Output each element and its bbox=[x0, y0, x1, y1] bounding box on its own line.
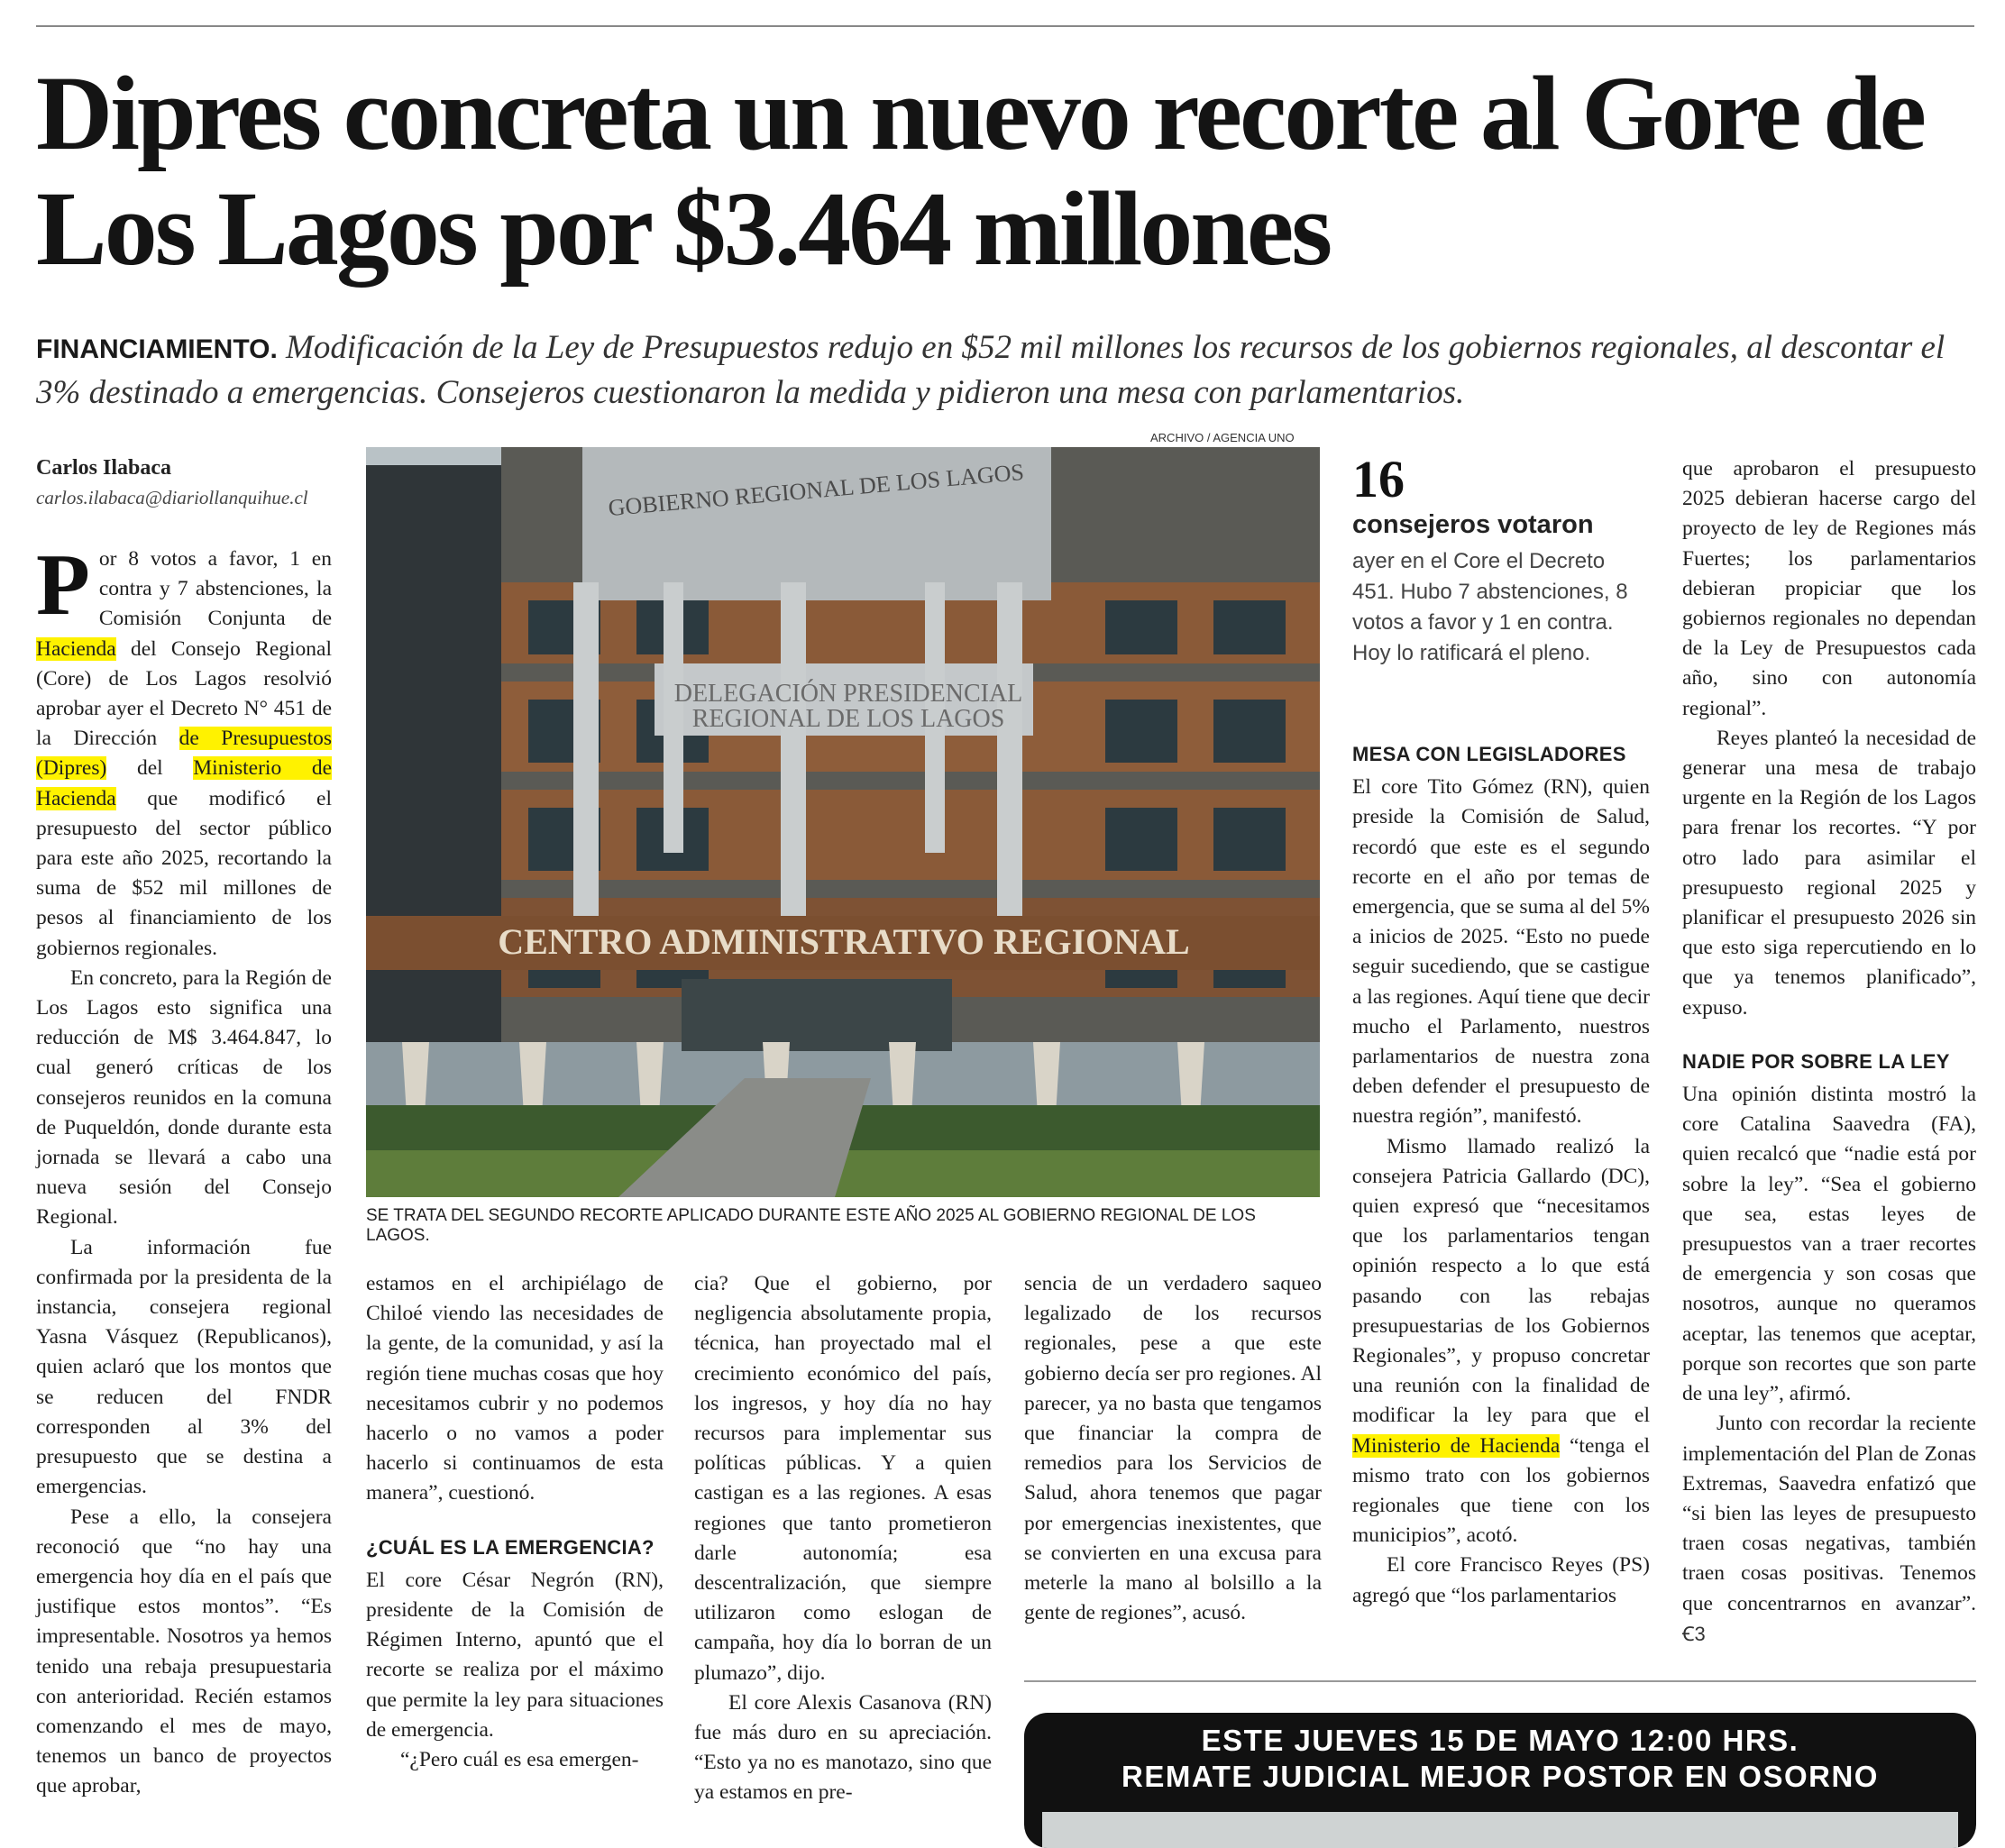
sign-mid-2: REGIONAL DE LOS LAGOS bbox=[691, 705, 1005, 733]
ad-line-1: ESTE JUEVES 15 DE MAYO 12:00 HRS. bbox=[1201, 1724, 1799, 1757]
byline-email[interactable]: carlos.ilabaca@diariollanquihue.cl bbox=[36, 487, 308, 508]
end-mark-icon: Ꞓ3 bbox=[1682, 1622, 1706, 1645]
highlight-ministerio: Ministerio de Hacienda bbox=[36, 756, 332, 810]
paragraph: Junto con recordar la reciente implementación del Plan de Zonas Extremas, Saavedra enfatizó que “si bien las leyes de presupuesto traen cosas negativas, también traen cosas positivas. Tenemos que concentrarnos en avanzar”. Ꞓ3 bbox=[1682, 1412, 1976, 1645]
headline: Dipres concreta un nuevo recorte al Gore de Los Lagos por $3.464 millones bbox=[36, 54, 1925, 288]
byline-name: Carlos Ilabaca bbox=[36, 456, 171, 480]
column-1: Por 8 votos a favor, 1 en contra y 7 abstenciones, la Comisión Conjunta de Hacienda del Consejo Regional (Core) de Los Lagos resolvió aprobar ayer el Decreto N° 451 de la Dirección de Presupuestos (Dipres) del Ministerio de Hacienda que modificó el presupuesto del sector público para este año 2025, recortando la suma de $52 mil millones de pesos al financiamiento de los gobiernos regionales. En concreto, para la Región de Los Lagos esto significa una reducción de M$ 3.464.847, lo cual generó críticas de los consejeros reunidos en la comuna de Puqueldón, donde durante esta jornada se llevará a cabo una nueva sesión del Consejo Regional. La información fue confirmada por la presidenta de la instancia, consejera regional Yasna Vásquez (Republicanos), quien aclaró que los montos que se reducen del FNDR corresponden al 3% del presupuesto que se destina a emergencias. Pese a ello, la consejera reconoció que “no hay una emergencia hoy día en el país que justifique estos montos”. “Es impresentable. Nosotros ya hemos tenido una rebaja presupuestaria con anterioridad. Recién estamos comenzando el mes de mayo, tenemos un banco de proyectos que aprobar, bbox=[36, 544, 332, 1802]
photo-caption: SE TRATA DEL SEGUNDO RECORTE APLICADO DURANTE ESTE AÑO 2025 AL GOBIERNO REGIONAL DE LOS LAGOS. bbox=[366, 1206, 1256, 1245]
highlight-hacienda: Hacienda bbox=[36, 636, 116, 661]
lead-kicker: FINANCIAMIENTO. bbox=[36, 334, 278, 364]
paragraph: El core Tito Gómez (RN), quien preside la Comisión de Salud, recordó que este es el segundo recorte en el año por temas de emergencia, que se suma al del 5% a inicios de 2025. “Esto no puede seguir sucediendo, que se castigue a las regiones. Aquí tiene que decir mucho el Parlamento, nuestros parlamentarios de nuestra zona deben defender el presupuesto de nuestra región”, manifestó. bbox=[1352, 775, 1650, 1129]
paragraph: Mismo llamado realizó la consejera Patricia Gallardo (DC), quien expresó que “necesitamos que los parlamentarios tengan opinión respecto a lo que está pasando con las rebajas presupuestarias de los Gobiernos Regionales”, y propuso concretar una reunión con la finalidad de modificar la ley para que el Ministerio de Hacienda “tenga el mismo trato con los gobiernos regionales que tiene con los municipios”, acotó. bbox=[1352, 1134, 1650, 1548]
paragraph: Una opinión distinta mostró la core Catalina Saavedra (FA), quien recalcó que “nadie está por sobre la ley”. “Sea el gobierno que sea, estas leyes de presupuestos van a traer recortes de emergencia y son cosas que nosotros, aunque no queramos aceptar, las tenemos que aceptar, porque son recortes que son parte de una ley”, afirmó. bbox=[1682, 1083, 1976, 1406]
sign-mid-1: DELEGACIÓN PRESIDENCIAL bbox=[673, 680, 1023, 708]
stat-label: consejeros votaron bbox=[1352, 510, 1594, 539]
paragraph: sencia de un verdadero saqueo legalizado de los recursos regionales, pese a que este gobierno decía ser pro regiones. Al parecer, ya no basta que tengamos que financiar la compra de remedios para los Servicios de Salud, ahora tenemos que pagar por emergencias inexistentes, que se convierten en una excusa para meterle la mano al bolsillo a la gente de regiones”, acusó. bbox=[1024, 1272, 1322, 1625]
lead-paragraph bbox=[36, 326, 1974, 415]
ad-line-2: REMATE JUDICIAL MEJOR POSTOR EN OSORNO bbox=[1122, 1760, 1879, 1793]
highlight-ministerio: Ministerio de Hacienda bbox=[1352, 1433, 1561, 1458]
sign-bottom: CENTRO ADMINISTRATIVO REGIONAL bbox=[498, 921, 1190, 962]
paragraph: cia? Que el gobierno, por negligencia absolutamente propia, técnica, han proyectado mal el crecimiento económico del país, los ingresos, y hoy día no hay recursos para implementar sus políticas públicas. Y a quien castigan es a las regiones. A esas regiones que tanto prometieron darle autonomía; esa descentralización, que siempre utilizaron como eslogan de campaña, hoy día lo borran de un plumazo”, dijo. bbox=[694, 1272, 992, 1685]
highlight-dipres: de Presupuestos (Dipres) bbox=[36, 727, 333, 781]
column-2 bbox=[366, 1269, 664, 1775]
paragraph: estamos en el archipiélago de Chiloé viendo las necesidades de la gente, de la comunidad, y así la región tiene muchas cosas que hoy necesitamos cubrir y no podemos hacerlo o no vamos a poder hacerlo si continuamos de esta manera”, cuestionó. bbox=[366, 1272, 664, 1505]
lead-text: Modificación de la Ley de Presupuestos redujo en $52 mil millones los recursos de los gobiernos regionales, al descontar el 3% destinado a emergencias. Consejeros cuestionaron la medida y pidieron una mesa con parlamentarios. bbox=[36, 329, 1945, 411]
paragraph: “¿Pero cuál es esa emergen- bbox=[400, 1748, 639, 1772]
drop-cap: P bbox=[36, 536, 90, 634]
sign-top: GOBIERNO REGIONAL DE LOS LAGOS bbox=[607, 458, 1025, 522]
column-3 bbox=[694, 1269, 992, 1808]
paragraph: El core Francisco Reyes (PS) agregó que “los parlamentarios bbox=[1352, 1553, 1650, 1607]
top-rule bbox=[36, 25, 1974, 27]
stat-text: ayer en el Core el Decreto 451. Hubo 7 abstenciones, 8 votos a favor y 1 en contra. Hoy lo ratificará el pleno. bbox=[1352, 549, 1628, 665]
ad-separator bbox=[1024, 1680, 1976, 1682]
paragraph: Pese a ello, la consejera reconoció que “no hay una emergencia hoy día en el país que justifique estos montos”. “Es impresentable. Nosotros ya hemos tenido una rebaja presupuestaria con anterioridad. Recién estamos comenzando el mes de mayo, tenemos un banco de proyectos que aprobar, bbox=[36, 1505, 332, 1798]
subhead-nadie: NADIE POR SOBRE LA LEY bbox=[1682, 1049, 1950, 1073]
column-5 bbox=[1352, 739, 1650, 1611]
stat-number: 16 bbox=[1352, 450, 1405, 508]
paragraph: Reyes planteó la necesidad de generar una mesa de trabajo urgente en la Región de los Lagos para frenar los recortes. “Y por otro lado para asimilar el presupuesto regional 2025 y planificar el presupuesto 2026 sin que esto siga repercutiendo en lo que ya tenemos planificado”, expuso. bbox=[1682, 726, 1976, 1020]
paragraph: que aprobaron el presupuesto 2025 debieran hacerse cargo del proyecto de ley de Regiones más Fuertes; los parlamentarios debieran propiciar que los gobiernos regionales no dependan de la Ley de Presupuestos cada año, sino con autonomía regional”. bbox=[1682, 457, 1976, 720]
building-photo bbox=[366, 447, 1320, 1197]
subhead-emergencia: ¿CUÁL ES LA EMERGENCIA? bbox=[366, 1535, 655, 1559]
column-6 bbox=[1682, 454, 1976, 1650]
paragraph: La información fue confirmada por la presidenta de la instancia, consejera regional Yasna Vásquez (Republicanos), quien aclaró que los montos que se reducen del FNDR corresponden al 3% del presupuesto que se destina a emergencias. bbox=[36, 1235, 332, 1499]
subhead-mesa: MESA CON LEGISLADORES bbox=[1352, 743, 1626, 765]
paragraph: El core César Negrón (RN), presidente de la Comisión de Régimen Interno, apuntó que el recorte se realiza por el máximo que permite la ley para situaciones de emergencia. bbox=[366, 1568, 664, 1742]
paragraph: En concreto, para la Región de Los Lagos esto significa una reducción de M$ 3.464.847, lo cual generó críticas de los consejeros reunidos en la comuna de Puqueldón, donde durante esta jornada se llevará a cabo una nueva sesión del Consejo Regional. bbox=[36, 965, 332, 1230]
photo-credit: ARCHIVO / AGENCIA UNO bbox=[1150, 431, 1295, 444]
building-illustration bbox=[366, 447, 1320, 1197]
paragraph: El core Alexis Casanova (RN) fue más duro en su apreciación. “Esto ya no es manotazo, sino que ya estamos en pre- bbox=[694, 1690, 992, 1805]
ad-vehicles-image bbox=[1042, 1812, 1958, 1848]
column-4 bbox=[1024, 1269, 1322, 1628]
auction-ad[interactable] bbox=[1024, 1713, 1976, 1848]
